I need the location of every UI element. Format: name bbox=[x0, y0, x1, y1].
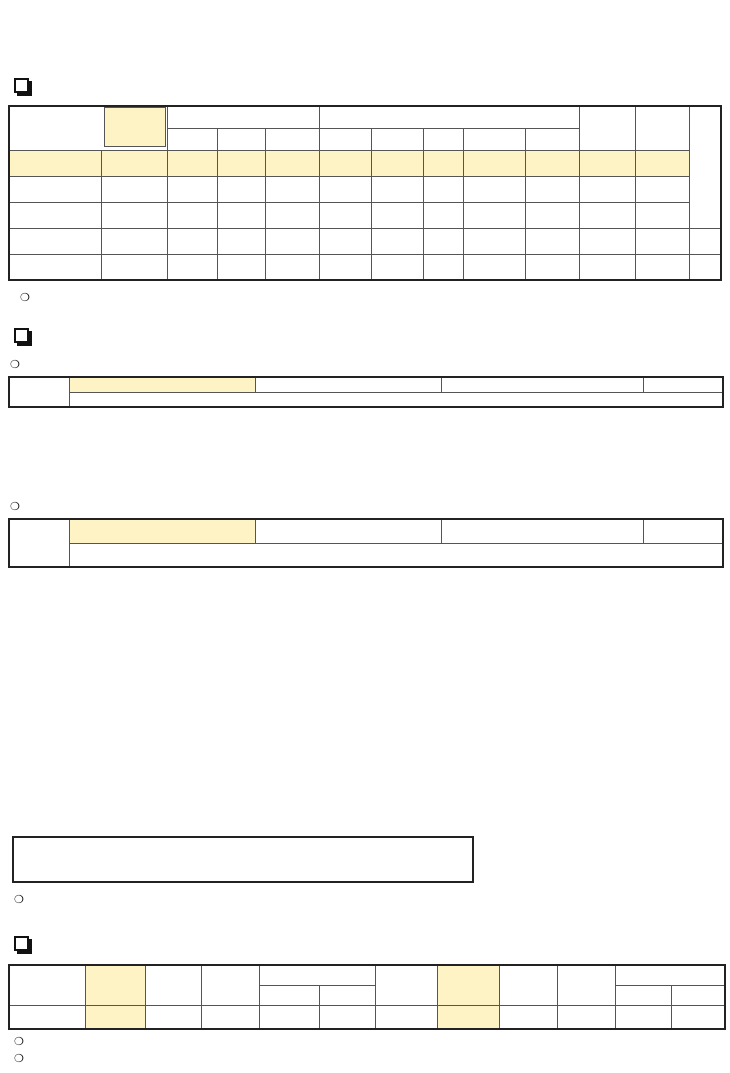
table2-title: ❍ bbox=[10, 500, 20, 513]
shipment-row-label bbox=[9, 150, 101, 176]
shipment-cell bbox=[423, 150, 463, 176]
sub-h-3 bbox=[319, 128, 371, 150]
section-shipment-title bbox=[14, 78, 41, 93]
note-city-goods: ❍ bbox=[20, 291, 30, 304]
shipment-cell bbox=[167, 176, 217, 202]
change-cell bbox=[371, 254, 423, 280]
shipment-cell bbox=[319, 176, 371, 202]
shipment-cell bbox=[319, 202, 371, 228]
shipment-row-label bbox=[9, 202, 101, 228]
yr-ab-l bbox=[259, 985, 319, 1005]
shipment-cell bbox=[319, 150, 371, 176]
change-cell bbox=[217, 254, 265, 280]
shipment-cell bbox=[525, 150, 579, 176]
yearly-price-table bbox=[8, 964, 726, 1030]
change-cell bbox=[101, 228, 167, 254]
shipment-cell bbox=[635, 176, 689, 202]
change-cell bbox=[525, 228, 579, 254]
header-total bbox=[579, 106, 635, 150]
change-cell bbox=[319, 254, 371, 280]
yr-gubun-r bbox=[375, 965, 437, 1005]
change-cell bbox=[423, 254, 463, 280]
note-year-low: ❍ bbox=[14, 1052, 24, 1065]
change-cell bbox=[463, 254, 525, 280]
change-cell bbox=[265, 228, 319, 254]
sub-h-7 bbox=[525, 128, 579, 150]
shipment-cell bbox=[101, 150, 167, 176]
yr-20-l bbox=[201, 965, 259, 1005]
jan-ab bbox=[615, 1005, 671, 1029]
header-city bbox=[167, 106, 319, 128]
yr-ab-r bbox=[615, 985, 671, 1005]
shipment-cell bbox=[217, 150, 265, 176]
shipment-row-label bbox=[9, 176, 101, 202]
compare-header bbox=[643, 377, 723, 392]
cum-label bbox=[9, 1005, 85, 1029]
yr-21-r bbox=[499, 965, 557, 1005]
header-other bbox=[319, 106, 579, 128]
change-cell bbox=[167, 228, 217, 254]
shipment-cell bbox=[217, 202, 265, 228]
shipment-cell bbox=[635, 150, 689, 176]
year20-header bbox=[441, 519, 643, 543]
shipment-cell bbox=[579, 176, 635, 202]
shipment-cell bbox=[167, 150, 217, 176]
change-row bbox=[9, 254, 721, 280]
change-cell bbox=[319, 228, 371, 254]
change-cell bbox=[265, 254, 319, 280]
yr-22-r bbox=[437, 965, 499, 1005]
yr-20-r bbox=[557, 965, 615, 1005]
shipment-cell bbox=[579, 150, 635, 176]
yr-22-l bbox=[85, 965, 145, 1005]
yr-cmp-r bbox=[615, 965, 725, 985]
change-cell bbox=[371, 228, 423, 254]
jan-22 bbox=[437, 1005, 499, 1029]
cum-ac bbox=[319, 1005, 375, 1029]
shipment-cell bbox=[423, 176, 463, 202]
yr-21-l bbox=[145, 965, 201, 1005]
year21-header bbox=[255, 377, 441, 392]
cum-21 bbox=[145, 1005, 201, 1029]
shipment-cell bbox=[635, 202, 689, 228]
shipment-cell bbox=[423, 202, 463, 228]
change-label bbox=[9, 254, 101, 280]
table1-title: ❍ bbox=[10, 358, 20, 371]
change-row bbox=[9, 228, 721, 254]
shipment-cell bbox=[265, 176, 319, 202]
size-grade-table bbox=[12, 836, 474, 883]
market-summary-table bbox=[8, 518, 724, 568]
cum-20 bbox=[201, 1005, 259, 1029]
change-cell bbox=[579, 254, 635, 280]
year22-header bbox=[69, 519, 255, 543]
year22-header bbox=[69, 377, 255, 392]
shipment-row bbox=[9, 150, 721, 176]
gubun-header bbox=[9, 519, 69, 567]
shipment-cell bbox=[167, 202, 217, 228]
change-cell bbox=[167, 254, 217, 280]
year21-header bbox=[255, 519, 441, 543]
gubun-header bbox=[9, 377, 69, 407]
shipment-cell bbox=[371, 176, 423, 202]
year20-header bbox=[441, 377, 643, 392]
shipment-cell bbox=[265, 150, 319, 176]
shipment-cell bbox=[463, 176, 525, 202]
cum-ab bbox=[259, 1005, 319, 1029]
shipment-cell bbox=[265, 202, 319, 228]
shipment-cell bbox=[525, 202, 579, 228]
yr-ac-l bbox=[319, 985, 375, 1005]
note-year-high: ❍ bbox=[14, 1035, 24, 1048]
change-type-cell bbox=[689, 228, 721, 254]
header-plan bbox=[104, 107, 166, 147]
shipment-cell bbox=[371, 150, 423, 176]
shipment-row bbox=[9, 202, 721, 228]
jan-20 bbox=[557, 1005, 615, 1029]
box-size-price-table bbox=[8, 376, 724, 408]
sub-h-1 bbox=[217, 128, 265, 150]
checkbox-square-icon bbox=[14, 936, 29, 951]
shipment-cell bbox=[525, 176, 579, 202]
checkbox-square-icon bbox=[14, 328, 29, 343]
change-cell bbox=[635, 254, 689, 280]
section-yearly-title bbox=[14, 936, 41, 951]
change-cell bbox=[689, 254, 721, 280]
note-today-high-1: ❍ bbox=[14, 893, 24, 906]
shipment-cell bbox=[101, 202, 167, 228]
jan-21 bbox=[499, 1005, 557, 1029]
change-label bbox=[9, 228, 101, 254]
cum-22 bbox=[85, 1005, 145, 1029]
sub-h-6 bbox=[463, 128, 525, 150]
shipment-cell bbox=[371, 202, 423, 228]
change-cell bbox=[579, 228, 635, 254]
yr-gubun-l bbox=[9, 965, 85, 1005]
jan-ac bbox=[671, 1005, 725, 1029]
shipment-cell bbox=[463, 150, 525, 176]
sub-h-5 bbox=[423, 128, 463, 150]
jan-label bbox=[375, 1005, 437, 1029]
change-cell bbox=[423, 228, 463, 254]
sub-h-0 bbox=[167, 128, 217, 150]
checkbox-square-icon bbox=[14, 78, 29, 93]
yr-cmp-l bbox=[259, 965, 375, 985]
header-ratio bbox=[635, 106, 689, 150]
shipment-cell bbox=[579, 202, 635, 228]
change-cell bbox=[635, 228, 689, 254]
yr-ac-r bbox=[671, 985, 725, 1005]
compare-header bbox=[643, 519, 723, 543]
sub-h-4 bbox=[371, 128, 423, 150]
shipment-row bbox=[9, 176, 721, 202]
shipment-cell bbox=[101, 176, 167, 202]
sub-h-2 bbox=[265, 128, 319, 150]
change-cell bbox=[463, 228, 525, 254]
change-cell bbox=[217, 228, 265, 254]
section-daily-title bbox=[14, 328, 49, 343]
shipment-cell bbox=[463, 202, 525, 228]
shipment-cell bbox=[217, 176, 265, 202]
change-cell bbox=[525, 254, 579, 280]
